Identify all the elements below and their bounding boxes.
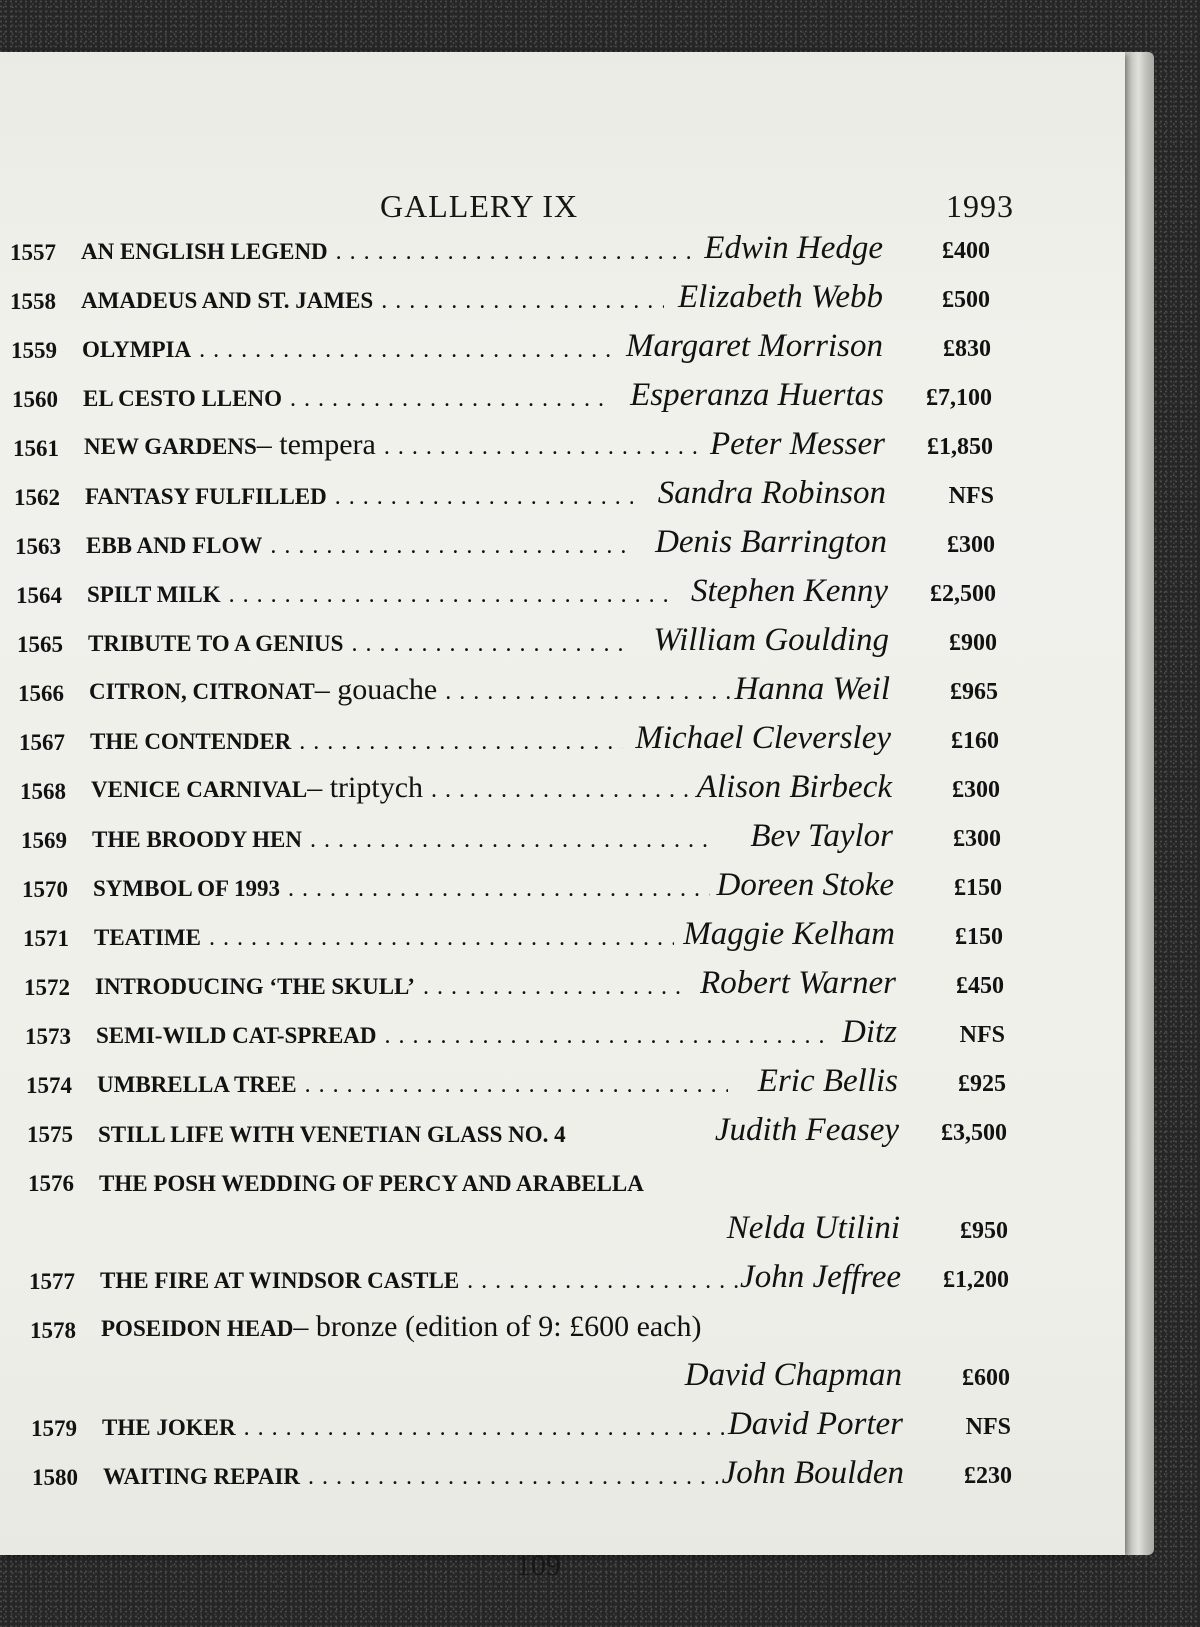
- catalogue-entry-continued: [30, 1353, 1015, 1397]
- entry-price: £965: [950, 679, 998, 705]
- entry-number: 1578: [30, 1318, 76, 1343]
- catalogue-entry: [11, 324, 996, 368]
- entry-title: TEATIME . . .: [94, 925, 674, 952]
- entry-number: 1565: [17, 632, 63, 657]
- entry-title: EL CESTO LLENO . . .: [83, 386, 613, 413]
- entry-artist: John Boulden: [721, 1455, 904, 1491]
- entry-artist: Bev Taylor: [750, 818, 893, 854]
- entry-artist: William Goulding: [653, 622, 889, 658]
- catalogue-entry: [10, 275, 995, 319]
- catalogue-entry: [18, 667, 1003, 711]
- catalogue-entry: [14, 471, 999, 515]
- entry-price: £230: [964, 1463, 1012, 1489]
- entry-number: 1568: [20, 779, 66, 804]
- entry-number: 1570: [22, 877, 68, 902]
- entry-artist: Eric Bellis: [757, 1063, 898, 1099]
- entry-artist: Ditz: [841, 1014, 897, 1050]
- entry-price: NFS: [948, 483, 994, 509]
- entry-number: 1560: [12, 387, 58, 412]
- entry-artist: Denis Barrington: [655, 524, 887, 560]
- entry-artist: Robert Warner: [700, 965, 896, 1001]
- entry-price: £830: [943, 336, 991, 362]
- entry-number: 1558: [10, 289, 56, 314]
- entry-price: £2,500: [930, 581, 996, 607]
- entry-title: UMBRELLA TREE . . .: [97, 1072, 728, 1099]
- entry-number: 1566: [18, 681, 64, 706]
- entry-number: 1567: [19, 730, 65, 755]
- entry-number: 1573: [25, 1024, 71, 1049]
- entry-price: £600: [962, 1365, 1010, 1391]
- gallery-title: GALLERY IX: [380, 188, 579, 224]
- entry-number: 1561: [13, 436, 59, 461]
- entry-artist: Sandra Robinson: [657, 475, 886, 511]
- entry-price: £900: [949, 630, 997, 656]
- entry-number: 1577: [29, 1269, 75, 1294]
- entry-artist: Maggie Kelham: [683, 916, 895, 952]
- catalogue-entry: [29, 1255, 1014, 1299]
- entry-price: NFS: [965, 1414, 1011, 1440]
- entry-price: £300: [952, 777, 1000, 803]
- entry-title: THE JOKER . . .: [102, 1415, 729, 1442]
- entry-price: £3,500: [941, 1120, 1007, 1146]
- entry-artist: John Jeffree: [740, 1259, 901, 1295]
- entry-title: VENICE CARNIVAL – triptych . . .: [91, 771, 691, 805]
- entry-number: 1563: [15, 534, 61, 559]
- catalogue-entry: [23, 912, 1008, 956]
- catalogue-entry: [12, 373, 997, 417]
- entry-artist: Hanna Weil: [734, 671, 890, 707]
- entry-title: TRIBUTE TO A GENIUS . . .: [88, 631, 633, 658]
- entry-number: 1575: [27, 1122, 73, 1147]
- entry-title: STILL LIFE WITH VENETIAN GLASS NO. 4: [98, 1122, 566, 1147]
- catalogue-entry: [31, 1402, 1016, 1446]
- entry-price: £450: [956, 973, 1004, 999]
- catalogue-entry: [13, 422, 998, 466]
- entry-artist: Michael Cleversley: [635, 720, 891, 756]
- catalogue-entry: [26, 1059, 1011, 1103]
- entry-title: SPILT MILK . . .: [87, 582, 667, 609]
- catalogue-year: 1993: [946, 188, 1014, 224]
- entry-number: 1562: [14, 485, 60, 510]
- entry-artist: Margaret Morrison: [626, 328, 883, 364]
- entry-price: £1,200: [943, 1267, 1009, 1293]
- entry-number: 1557: [10, 240, 56, 265]
- entry-number: 1579: [31, 1416, 77, 1441]
- entry-number: 1564: [16, 583, 62, 608]
- entry-artist: Stephen Kenny: [690, 573, 888, 609]
- entry-price: £925: [958, 1071, 1006, 1097]
- catalogue-entry: [21, 814, 1006, 858]
- entry-price: £950: [960, 1218, 1008, 1244]
- entry-title: WAITING REPAIR . . .: [103, 1464, 718, 1491]
- entry-price: £150: [955, 924, 1003, 950]
- entry-artist: Esperanza Huertas: [630, 377, 884, 413]
- entry-price: £500: [942, 287, 990, 313]
- entry-artist: Doreen Stoke: [716, 867, 894, 903]
- catalogue-entry: [16, 569, 1001, 613]
- entry-price: £160: [951, 728, 999, 754]
- catalogue-entry-continued: [28, 1206, 1013, 1250]
- entry-price: £7,100: [926, 385, 992, 411]
- catalogue-entry: [32, 1451, 1017, 1495]
- entry-price: £150: [954, 875, 1002, 901]
- entry-title: THE CONTENDER . . .: [90, 729, 623, 756]
- catalogue-entry: [30, 1304, 1015, 1348]
- catalogue-entry: [25, 1010, 1010, 1054]
- entry-title: AN ENGLISH LEGEND . . .: [81, 239, 690, 266]
- entry-title: THE FIRE AT WINDSOR CASTLE . . .: [100, 1268, 741, 1295]
- entry-number: 1571: [23, 926, 69, 951]
- catalogue-entry: [10, 226, 995, 270]
- catalogue-entry: [17, 618, 1002, 662]
- catalogue-entry: [20, 765, 1005, 809]
- catalogue-entry: [22, 863, 1007, 907]
- entry-number: 1569: [21, 828, 67, 853]
- entry-artist: Elizabeth Webb: [677, 279, 883, 315]
- entry-title: SEMI-WILD CAT-SPREAD . . .: [96, 1023, 826, 1050]
- entry-title: SYMBOL OF 1993 . . .: [93, 876, 710, 903]
- page-edge: [1120, 52, 1154, 1555]
- page-number: 109: [516, 1549, 561, 1582]
- entry-price: £400: [942, 238, 990, 264]
- entry-price: £300: [947, 532, 995, 558]
- entry-title: THE BROODY HEN . . .: [92, 827, 714, 854]
- entry-title: INTRODUCING ‘THE SKULL’ . . .: [95, 974, 688, 1001]
- entry-number: 1576: [28, 1171, 74, 1196]
- entry-artist: Peter Messer: [709, 426, 885, 462]
- entry-artist: David Chapman: [684, 1357, 902, 1393]
- entry-number: 1580: [32, 1465, 78, 1490]
- catalogue-page: [0, 52, 1125, 1582]
- entry-number: 1572: [24, 975, 70, 1000]
- entry-artist: Judith Feasey: [714, 1112, 899, 1148]
- entry-title: OLYMPIA . . .: [82, 337, 610, 364]
- entry-price: £300: [953, 826, 1001, 852]
- catalogue-entry: [24, 961, 1009, 1005]
- entry-artist: Nelda Utilini: [726, 1210, 900, 1246]
- catalogue-entry: [27, 1108, 1012, 1152]
- entry-artist: David Porter: [727, 1406, 903, 1442]
- entry-title: POSEIDON HEAD – bronze (edition of 9: £600 each): [101, 1310, 702, 1343]
- entry-title: EBB AND FLOW . . .: [86, 533, 631, 560]
- catalogue-entry: [19, 716, 1004, 760]
- catalogue-entry: [15, 520, 1000, 564]
- entry-price: £1,850: [927, 434, 993, 460]
- entry-artist: Edwin Hedge: [704, 230, 883, 266]
- entry-number: 1574: [26, 1073, 72, 1098]
- entry-title: THE POSH WEDDING OF PERCY AND ARABELLA: [99, 1171, 644, 1196]
- catalogue-entry: [28, 1157, 1013, 1201]
- entry-title: CITRON, CITRONAT – gouache . . .: [89, 673, 732, 707]
- entry-price: NFS: [959, 1022, 1005, 1048]
- entry-number: 1559: [11, 338, 57, 363]
- entry-title: NEW GARDENS – tempera . . .: [84, 428, 699, 462]
- entry-artist: Alison Birbeck: [696, 769, 892, 805]
- entry-title: FANTASY FULFILLED . . .: [85, 484, 633, 511]
- entry-title: AMADEUS AND ST. JAMES . . .: [81, 288, 664, 315]
